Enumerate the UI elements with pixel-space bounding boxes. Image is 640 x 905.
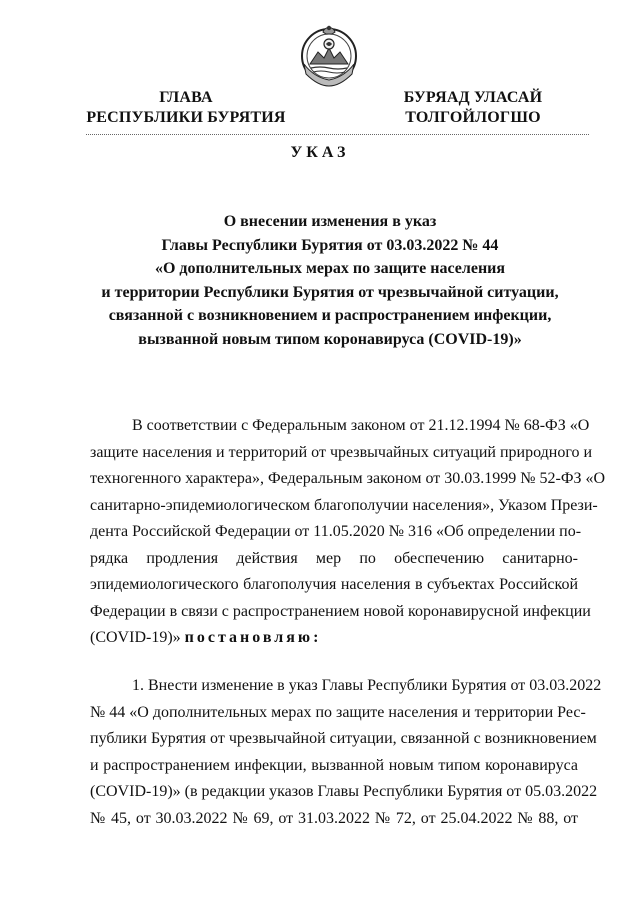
header-right-line1: БУРЯАД УЛАСАЙ [403, 89, 543, 106]
title-line: Главы Республики Бурятия от 03.03.2022 № 44 [161, 236, 499, 254]
header-right [388, 88, 558, 128]
title-line: и территории Республики Бурятия от чрезвычайной ситуации, [101, 283, 559, 301]
header-left [86, 88, 286, 128]
body-line: Федерации в связи с распространением новой коронавирусной инфекции [90, 602, 591, 620]
body-line: № 45, от 30.03.2022 № 69, от 31.03.2022 № 72, от 25.04.2022 № 88, от [90, 809, 578, 827]
title-line: вызванной новым типом коронавируса (COVID-19)» [138, 330, 522, 348]
body-line: эпидемиологического благополучия населения в субъектах Российской [90, 576, 578, 593]
body-line: и распространением инфекции, вызванной новым типом коронавируса [90, 756, 578, 774]
title-line: О внесении изменения в указ [223, 213, 437, 230]
body-line: санитарно-эпидемиологическом благополучии населения», Указом Прези- [90, 496, 598, 514]
body-line-last [90, 625, 578, 652]
document-title [60, 210, 600, 352]
body-line: дента Российской Федерации от 11.05.2020 № 316 «Об определении по- [90, 523, 582, 540]
body-line: техногенного характера», Федеральным законом от 30.03.1999 № 52-ФЗ «О [90, 470, 606, 487]
body-line-text: (COVID-19)» [90, 629, 181, 646]
coat-of-arms-buryatia-icon [296, 22, 362, 90]
body-line: В соответствии с Федеральным законом от 21.12.1994 № 68-ФЗ «О [132, 417, 590, 434]
header-left-line2: РЕСПУБЛИКИ БУРЯТИЯ [86, 109, 286, 126]
header-left-line1: ГЛАВА [159, 89, 213, 106]
header-right-line2: ТОЛГОЙЛОГШО [405, 109, 541, 126]
preamble-paragraph [90, 413, 606, 652]
title-line: связанной с возникновением и распространением инфекции, [108, 307, 552, 325]
decree-word: постановляю: [184, 629, 322, 646]
document-type: УКАЗ [290, 144, 350, 161]
body-line: защите населения и территорий от чрезвычайных ситуаций природного и [90, 443, 593, 461]
body-line: 1. Внести изменение в указ Главы Республики Бурятия от 03.03.2022 [132, 677, 602, 694]
body-line: (COVID-19)» (в редакции указов Главы Республики Бурятия от 05.03.2022 [90, 783, 598, 800]
body-line: рядка продления действия мер по обеспечению санитарно- [90, 549, 578, 567]
body-line: № 44 «О дополнительных мерах по защите населения и территории Рес- [90, 703, 586, 721]
body-line: публики Бурятия от чрезвычайной ситуации, связанной с возникновением [90, 730, 597, 747]
header-divider [86, 134, 589, 135]
title-line: «О дополнительных мерах по защите населения [154, 260, 506, 278]
item-1-paragraph [90, 673, 602, 832]
